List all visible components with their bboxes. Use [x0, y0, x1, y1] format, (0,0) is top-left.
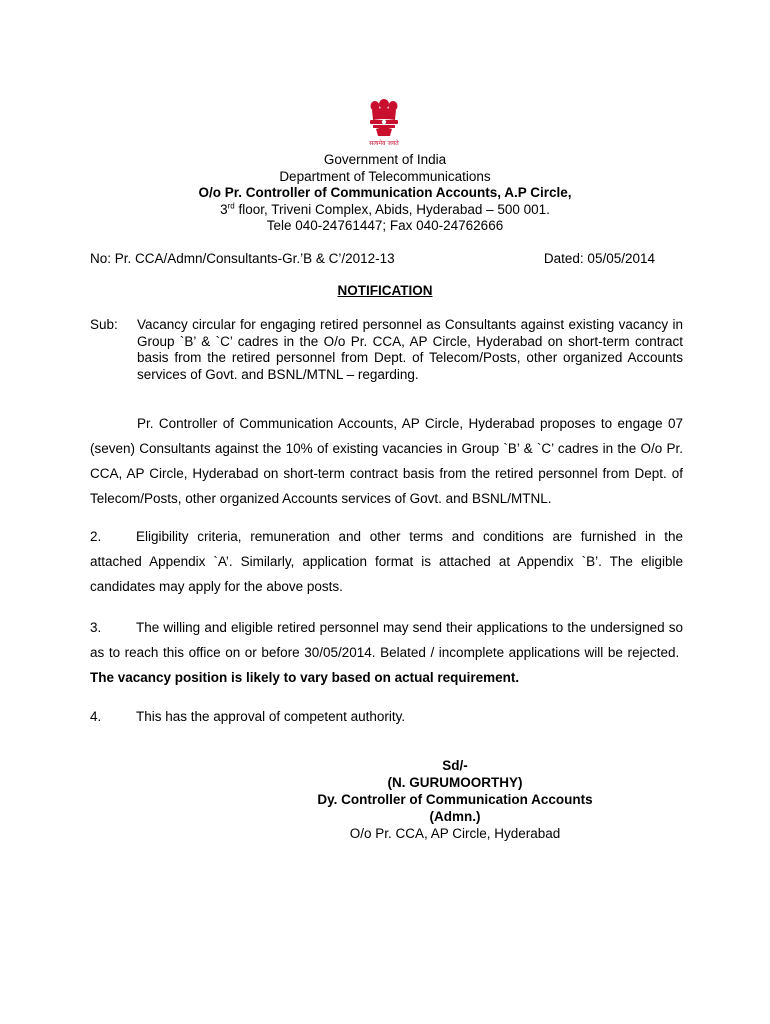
subject-label: Sub:	[90, 317, 118, 332]
letterhead-department: Department of Telecommunications	[279, 168, 491, 184]
signatory-designation: Dy. Controller of Communication Accounts (Admn.)	[317, 792, 593, 824]
paragraph-3	[90, 615, 683, 690]
paragraph-3-bold: The vacancy position is likely to vary based on actual requirement.	[90, 670, 520, 685]
paragraph-4-text: This has the approval of competent authority.	[136, 709, 406, 724]
signature-block	[300, 757, 610, 842]
address-floor-suffix: rd	[227, 201, 235, 210]
paragraph-4	[90, 704, 683, 729]
notification-heading: NOTIFICATION	[337, 283, 433, 298]
reference-line	[90, 251, 655, 266]
paragraph-3-text: The willing and eligible retired personnel may send their applications to the undersigned so as to reach this office on or before 30/05/2014. Belated / incomplete applications will be rejected.	[90, 620, 683, 660]
letterhead-office: O/o Pr. Controller of Communication Accounts, A.P Circle,	[198, 185, 572, 200]
paragraph-4-number: 4.	[90, 709, 102, 724]
paragraph-1-text: Pr. Controller of Communication Accounts, AP Circle, Hyderabad proposes to engage 07 (seven) Consultants against the 10% of existing vacancies in Group `B’ & `C’ cadres in the O/o Pr. CCA, AP Circle, Hyderabad on short-term contract basis from the retired personnel from Dept. of Telecom/Posts, other organized Accounts services of Govt. and BSNL/MTNL.	[90, 416, 683, 506]
signatory-office: O/o Pr. CCA, AP Circle, Hyderabad	[349, 826, 561, 841]
reference-number: No: Pr. CCA/Admn/Consultants-Gr.’B & C’/2012-13	[90, 251, 395, 266]
paragraph-2-number: 2.	[90, 529, 102, 544]
letterhead-phone: Tele 040-24761447; Fax 040-24762666	[266, 218, 504, 233]
signature-sd: Sd/-	[442, 758, 468, 773]
national-emblem-icon	[362, 96, 406, 148]
letterhead-address	[0, 202, 770, 219]
emblem-caption: सत्यमेव जयते	[369, 140, 399, 147]
paragraph-2	[90, 524, 683, 599]
letterhead	[0, 152, 770, 235]
reference-date: Dated: 05/05/2014	[543, 251, 655, 266]
paragraph-2-text: Eligibility criteria, remuneration and other terms and conditions are furnished in the attached Appendix `A’. Similarly, application format is attached at Appendix `B’. The eligible candidates may apply for the above posts.	[90, 529, 683, 594]
paragraph-1	[90, 411, 683, 511]
signatory-name: (N. GURUMOORTHY)	[387, 775, 523, 790]
letterhead-government: Government of India	[323, 152, 447, 167]
paragraph-3-number: 3.	[90, 620, 102, 635]
address-rest: floor, Triveni Complex, Abids, Hyderabad – 500 001.	[234, 201, 550, 217]
address-floor: 3	[220, 201, 228, 217]
subject-text: Vacancy circular for engaging retired personnel as Consultants against existing vacancy in Group `B’ & `C’ cadres in the O/o Pr. CCA, AP Circle, Hyderabad on short-term contract basis from the retired personnel from Dept. of Telecom/Posts, other organized Accounts services of Govt. and BSNL/MTNL – regarding.	[137, 317, 683, 382]
